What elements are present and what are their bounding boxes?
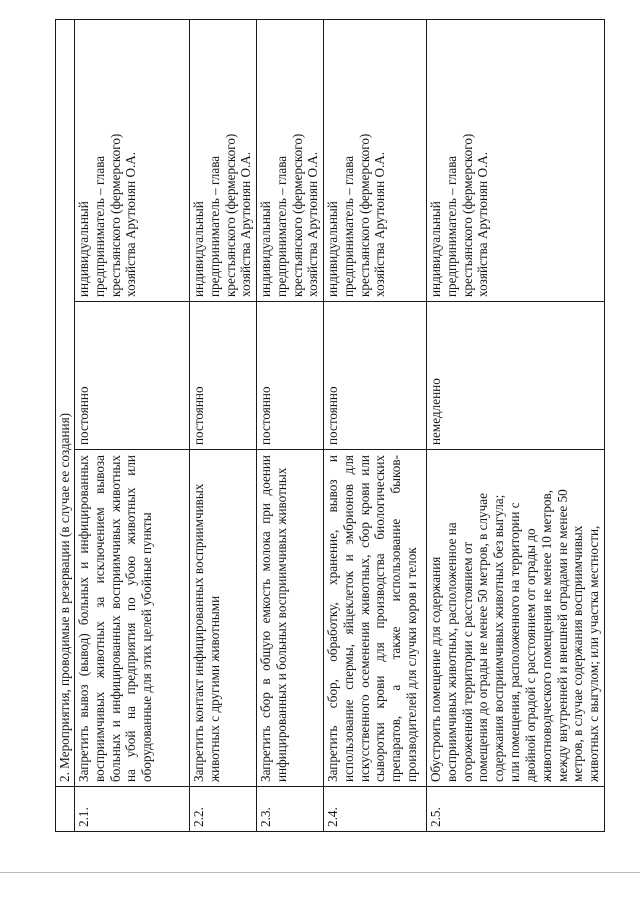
table-row <box>189 19 256 831</box>
responsible-line: крестьянского (фермерского) <box>459 133 475 297</box>
section-header-row <box>56 19 75 831</box>
action-line: животноводческого помещения не менее 10 метров, <box>538 489 554 782</box>
action-line: метров, в случае содержания восприимчивых <box>570 525 586 782</box>
row-term: постоянно <box>74 302 189 450</box>
action-line: животных с выгулом; или участка местности, <box>586 525 602 782</box>
responsible-line: хозяйства Арутюнян О.А. <box>305 151 321 297</box>
section-title: 2. Мероприятия, проводимые в резервации (в случае ее создания) <box>56 19 75 786</box>
responsible-line: предприниматель – глава <box>91 155 107 297</box>
responsible-line: индивидуальный <box>427 201 443 297</box>
row-action: Запретить сбор, обработку, хранение, вывоз и использование спермы, яйцеклеток и эмбрионов для искусственного осеменения животных, сбор крови или сыворотки крови для производства биологических препаратов, а также использование быков-производителей для случки коров и телок <box>323 450 426 787</box>
row-number: 2.2. <box>189 787 256 832</box>
section-header-blank <box>56 787 75 832</box>
row-responsible <box>323 19 426 301</box>
responsible-line: крестьянского (фермерского) <box>107 133 123 297</box>
row-responsible <box>74 19 189 301</box>
table-row <box>256 19 323 831</box>
row-term: постоянно <box>323 302 426 450</box>
responsible-line: индивидуальный <box>257 201 273 297</box>
row-action: Запретить сбор в общую емкость молока при доении инфицированных и больных восприимчивых животных <box>256 450 323 787</box>
scan-edge <box>0 872 640 873</box>
action-line: или помещения, расположенного на территории с <box>507 502 523 782</box>
row-number: 2.3. <box>256 787 323 832</box>
responsible-line: хозяйства Арутюнян О.А. <box>372 151 388 297</box>
action-line: Обустроить помещение для содержания <box>427 556 443 782</box>
action-line: между внутренней и внешней оградами не менее 50 <box>554 489 570 782</box>
row-term: немедленно <box>426 302 604 450</box>
row-action <box>426 450 604 787</box>
rotated-document <box>55 20 603 832</box>
action-line: содержания восприимчивых животных без выгула; <box>491 494 507 782</box>
responsible-line: предприниматель – глава <box>340 155 356 297</box>
responsible-line: индивидуальный <box>190 201 206 297</box>
responsible-line: индивидуальный <box>324 201 340 297</box>
row-responsible <box>189 19 256 301</box>
responsible-line: хозяйства Арутюнян О.А. <box>123 151 139 297</box>
responsible-line: индивидуальный <box>75 201 91 297</box>
action-line: помещения до ограды не менее 50 метров, в случае <box>475 493 491 782</box>
action-line: огороженной территории с расстоянием от <box>459 541 475 782</box>
action-line: двойной оградой с расстоянием от ограды до <box>522 528 538 782</box>
responsible-line: предприниматель – глава <box>206 155 222 297</box>
responsible-line: хозяйства Арутюнян О.А. <box>475 151 491 297</box>
action-line: восприимчивых животных, расположенное на <box>443 522 459 782</box>
responsible-line: крестьянского (фермерского) <box>289 133 305 297</box>
row-action: Запретить контакт инфицированных восприимчивых животных с другими животными <box>189 450 256 787</box>
responsible-line: крестьянского (фермерского) <box>222 133 238 297</box>
row-number: 2.5. <box>426 787 604 832</box>
table-row <box>74 19 189 831</box>
row-term: постоянно <box>256 302 323 450</box>
table-row <box>323 19 426 831</box>
row-responsible <box>426 19 604 301</box>
measures-table <box>55 19 605 832</box>
row-number: 2.1. <box>74 787 189 832</box>
responsible-line: предприниматель – глава <box>443 155 459 297</box>
table-row <box>426 19 604 831</box>
row-responsible <box>256 19 323 301</box>
responsible-line: крестьянского (фермерского) <box>356 133 372 297</box>
responsible-line: предприниматель – глава <box>273 155 289 297</box>
row-number: 2.4. <box>323 787 426 832</box>
row-term: постоянно <box>189 302 256 450</box>
row-action: Запретить вывоз (вывод) больных и инфицированных восприимчивых животных за исключением вывоза больных и инфицированных восприимчивых животных на убой на предприятия по убою животных или оборудованные для этих целей убойные пункты <box>74 450 189 787</box>
responsible-line: хозяйства Арутюнян О.А. <box>238 151 254 297</box>
